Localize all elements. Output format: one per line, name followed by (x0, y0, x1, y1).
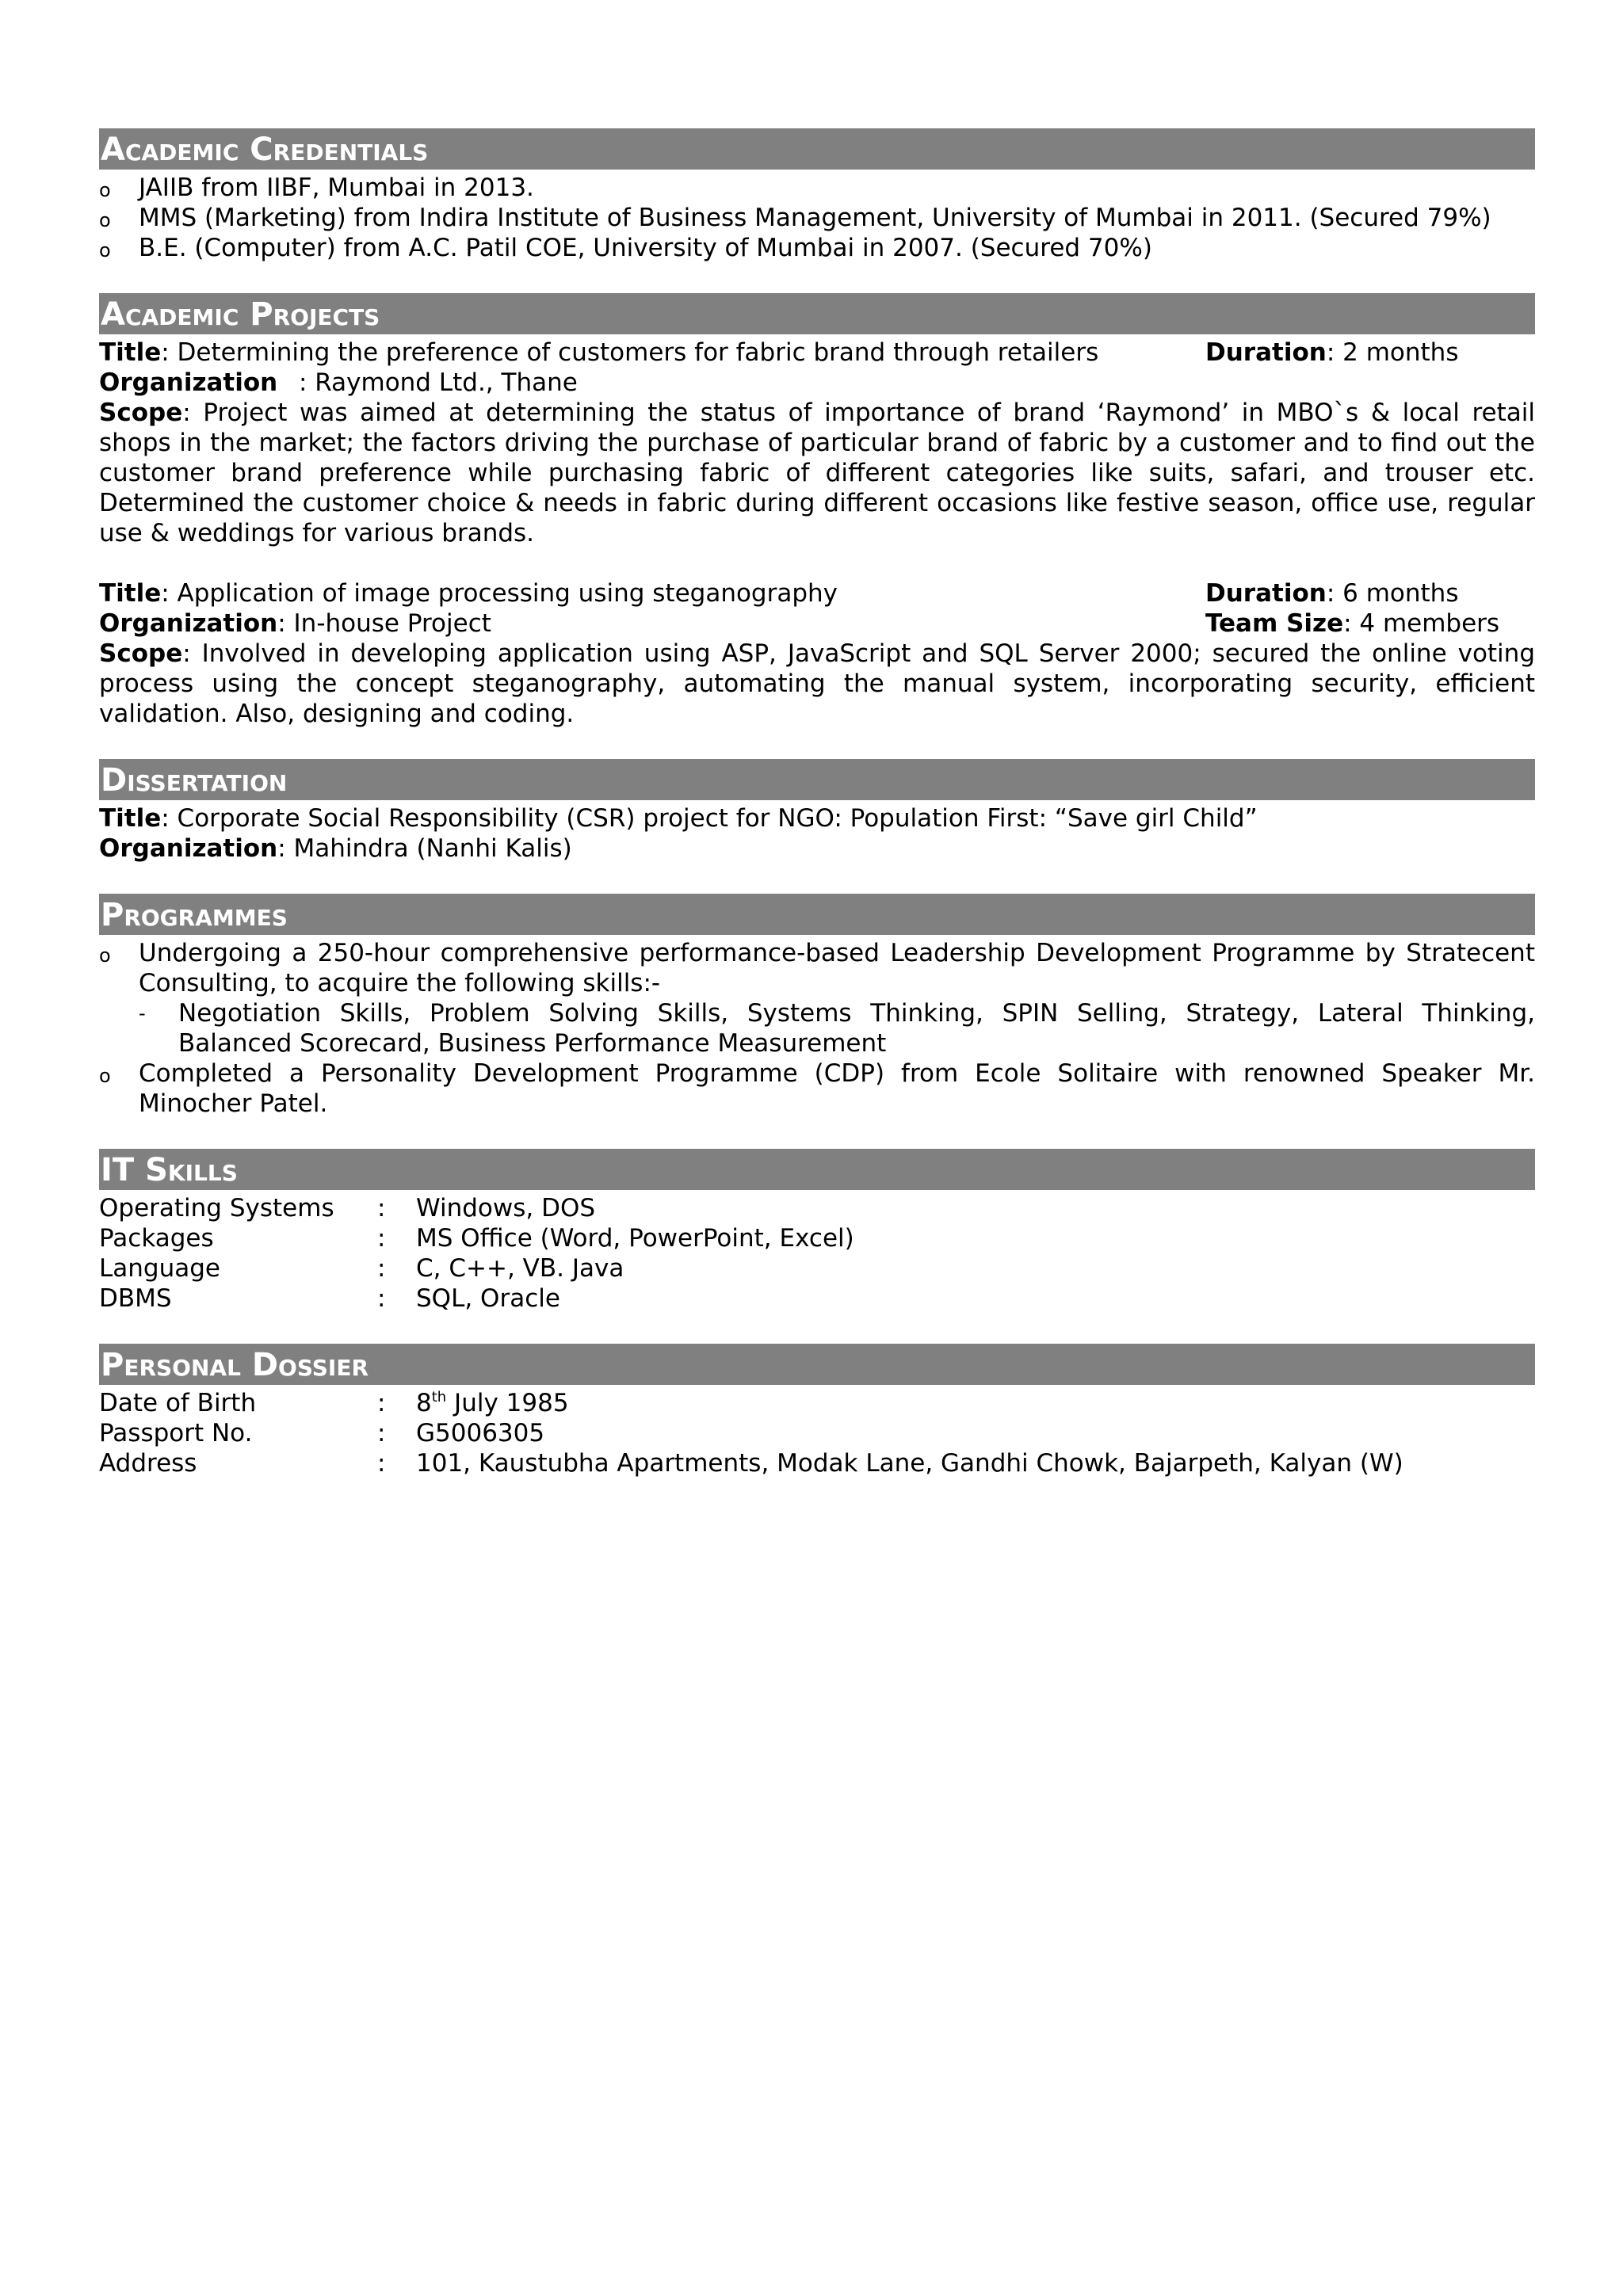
academic-credentials-list (99, 173, 1535, 263)
project-1 (99, 338, 1535, 548)
section-heading-academic-projects: Academic Projects (99, 293, 1535, 334)
project-scope: Scope: Involved in developing application using ASP, JavaScript and SQL Server 2000; secured the online voting process using the concept steganography, automating the manual system, incorporating security, efficient validation. Also, designing and coding. (99, 639, 1535, 728)
dissertation-organization: Organization: Mahindra (Nanhi Kalis) (99, 834, 572, 863)
project-team-size: Team Size: 4 members (1205, 609, 1500, 638)
project-organization: Organization : Raymond Ltd., Thane (99, 368, 578, 397)
project-duration: Duration: 6 months (1205, 579, 1459, 608)
section-heading-dissertation: Dissertation (99, 759, 1535, 800)
project-scope: Scope: Project was aimed at determining the status of importance of brand ‘Raymond’ in MBO`s & local retail shops in the market; the factors driving the purchase of particular brand of fabric by a customer and to find out the customer brand preference while purchasing fabric of different categories like suits, safari, and trouser etc. Determined the customer choice & needs in fabric during different occasions like festive season, office use, regular use & weddings for various brands. (99, 399, 1535, 547)
section-heading-personal-dossier: Personal Dossier (99, 1344, 1535, 1385)
list-item: o JAIIB from IIBF, Mumbai in 2013. (99, 173, 1535, 203)
dash-icon: - (139, 1002, 146, 1024)
programmes-list (99, 938, 1535, 1119)
table-row: Passport No. : G5006305 (99, 1419, 545, 1447)
list-item: o B.E. (Computer) from A.C. Patil COE, University of Mumbai in 2007. (Secured 70%) (99, 233, 1535, 263)
bullet-icon: o (99, 944, 111, 967)
table-row: Date of Birth : 8th July 1985 (99, 1389, 569, 1417)
dissertation-title: Title: Corporate Social Responsibility (CSR) project for NGO: Population First: “Save girl Child” (99, 804, 1258, 833)
section-heading-programmes: Programmes (99, 894, 1535, 935)
table-row: Operating Systems : Windows, DOS (99, 1194, 596, 1222)
it-skills-table (99, 1193, 1535, 1314)
table-row: Packages : MS Office (Word, PowerPoint, Excel) (99, 1224, 854, 1253)
project-duration: Duration: 2 months (1205, 338, 1459, 367)
project-2 (99, 578, 1535, 729)
resume-content (99, 128, 1535, 1478)
list-item: o Undergoing a 250-hour comprehensive performance-based Leadership Development Programme by Stratecent Consulting, to acquire the following skills:- - Negotiation Skills, Problem Solving Skills, Systems Thinking, SPIN Selling, Strategy, Lateral Thinking, Balanced Scorecard, Business Performance Measurement (99, 939, 1535, 1058)
section-heading-academic-credentials: Academic Credentials (99, 128, 1535, 170)
list-item: o Completed a Personality Development Programme (CDP) from Ecole Solitaire with renowned Speaker Mr. Minocher Patel. (99, 1059, 1535, 1118)
project-title: Title: Determining the preference of customers for fabric brand through retailers (99, 338, 1099, 367)
list-item: o MMS (Marketing) from Indira Institute of Business Management, University of Mumbai in 2011. (Secured 79%) (99, 203, 1535, 233)
table-row: Language : C, C++, VB. Java (99, 1254, 624, 1283)
personal-table (99, 1388, 1535, 1478)
list-item: - Negotiation Skills, Problem Solving Skills, Systems Thinking, SPIN Selling, Strategy, Lateral Thinking, Balanced Scorecard, Business Performance Measurement (139, 999, 1535, 1058)
skills-sublist (139, 998, 1535, 1058)
bullet-icon: o (99, 209, 111, 231)
bullet-icon: o (99, 179, 111, 201)
bullet-icon: o (99, 1065, 111, 1087)
table-row: DBMS : SQL, Oracle (99, 1284, 560, 1313)
project-organization: Organization: In-house Project (99, 609, 491, 638)
bullet-icon: o (99, 239, 111, 261)
section-heading-it-skills: IT Skills (99, 1149, 1535, 1190)
table-row: Address : 101, Kaustubha Apartments, Modak Lane, Gandhi Chowk, Bajarpeth, Kalyan (W) (99, 1449, 1403, 1478)
project-title: Title: Application of image processing using steganography (99, 579, 838, 608)
